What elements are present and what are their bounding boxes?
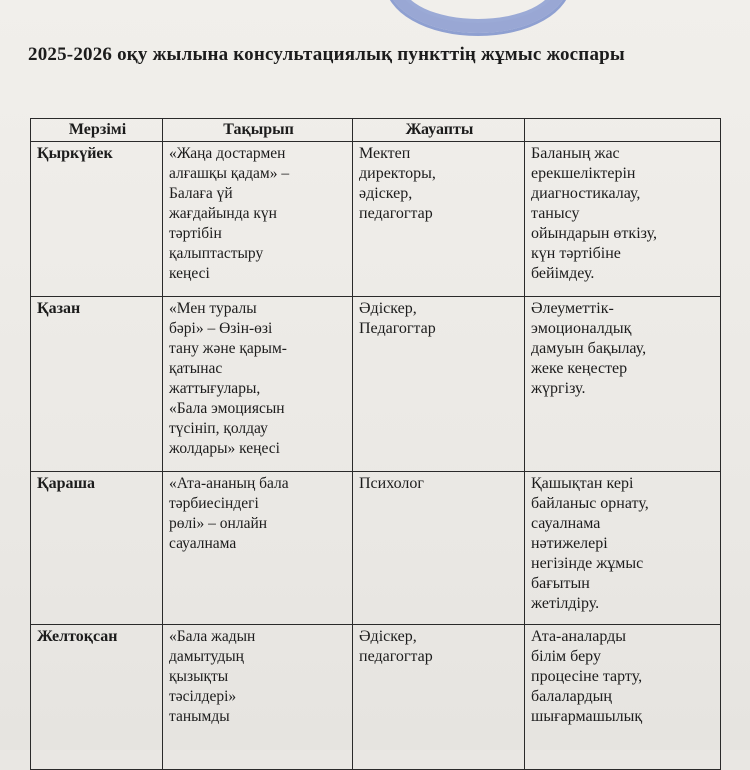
row-responsible: Мектеп директоры, әдіскер, педагогтар bbox=[353, 142, 525, 297]
table-row bbox=[31, 472, 721, 625]
header-responsible: Жауапты bbox=[353, 119, 525, 142]
row-topic: «Бала жадын дамытудың қызықты тәсілдері» танымды bbox=[163, 625, 353, 770]
row-topic: «Жаңа достармен алғашқы қадам» – Балаға үй жағдайында күн тәртібін қалыптастыру кеңесі bbox=[163, 142, 353, 297]
row-responsible: Психолог bbox=[353, 472, 525, 625]
row-goal: Баланың жас ерекшеліктерін диагностикалау, танысу ойындарын өткізу, күн тәртібіне бейімдеу. bbox=[525, 142, 721, 297]
row-term: Қараша bbox=[31, 472, 163, 625]
row-responsible: Әдіскер, Педагогтар bbox=[353, 297, 525, 472]
row-goal: Әлеуметтік- эмоционалдық дамуын бақылау, жеке кеңестер жүргізу. bbox=[525, 297, 721, 472]
row-term: Қазан bbox=[31, 297, 163, 472]
table-row bbox=[31, 297, 721, 472]
table-row bbox=[31, 625, 721, 770]
row-goal: Ата-аналарды білім беру процесіне тарту, балалардың шығармашылық bbox=[525, 625, 721, 770]
row-goal: Қашықтан кері байланыс орнату, сауалнама нәтижелері негізінде жұмыс бағытын жетілдіру. bbox=[525, 472, 721, 625]
row-term: Желтоқсан bbox=[31, 625, 163, 770]
table-header-row bbox=[31, 119, 721, 142]
header-goal bbox=[525, 119, 721, 142]
header-topic: Тақырып bbox=[163, 119, 353, 142]
document-title: 2025-2026 оқу жылына консультациялық пункттің жұмыс жоспары bbox=[28, 44, 625, 65]
official-stamp bbox=[385, 0, 571, 36]
row-term: Қыркүйек bbox=[31, 142, 163, 297]
work-plan-table bbox=[30, 118, 721, 770]
row-topic: «Мен туралы бәрі» – Өзін-өзі тану және қарым- қатынас жаттығулары, «Бала эмоциясын түсініп, қолдау жолдары» кеңесі bbox=[163, 297, 353, 472]
header-term: Мерзімі bbox=[31, 119, 163, 142]
row-topic: «Ата-ананың бала тәрбиесіндегі рөлі» – онлайн сауалнама bbox=[163, 472, 353, 625]
row-responsible: Әдіскер, педагогтар bbox=[353, 625, 525, 770]
table-row bbox=[31, 142, 721, 297]
